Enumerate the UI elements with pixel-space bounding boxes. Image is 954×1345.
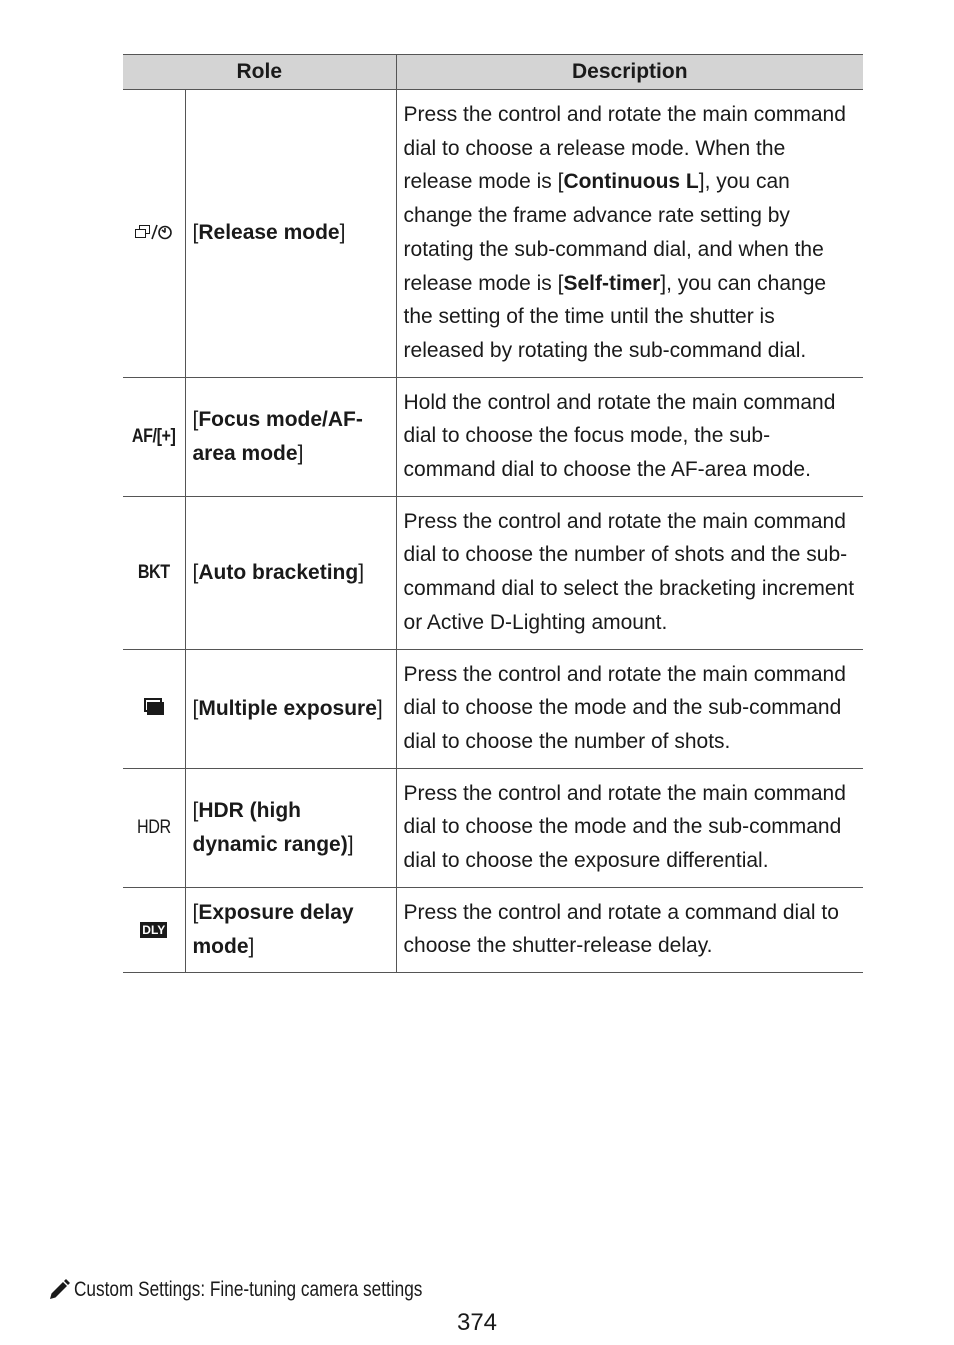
role-description-table	[123, 54, 863, 973]
role-name-label: Focus mode/AF-area mode	[192, 407, 363, 465]
description-text: Press the control and rotate the main command dial to choose the mode and the sub-command dial to choose the exposure differential.	[403, 781, 846, 873]
bkt-icon: BKT	[137, 561, 170, 583]
role-icon-cell	[123, 90, 185, 378]
description-bold-text: Self-timer	[563, 271, 661, 295]
release-mode-self-timer-icon	[135, 224, 173, 240]
role-name: [Release mode]	[185, 90, 396, 378]
role-description	[396, 768, 863, 887]
role-name: [Focus mode/AF-area mode]	[185, 377, 396, 496]
pencil-icon	[47, 1278, 71, 1302]
role-icon-cell	[123, 377, 185, 496]
role-description	[396, 649, 863, 768]
role-name-label: Auto bracketing	[198, 560, 359, 584]
description-text: Press the control and rotate the main command dial to choose a release mode. When the release mode is [	[403, 103, 846, 194]
role-name-label: Release mode	[198, 221, 340, 245]
description-text: ], you can change the frame advance rate setting by rotating the sub-command dial, and when the release mode is [	[403, 170, 824, 295]
role-name: [Multiple exposure]	[185, 649, 396, 768]
table-row	[123, 649, 863, 768]
role-icon-cell	[123, 496, 185, 649]
description-text: Press the control and rotate the main command dial to choose the mode and the sub-command dial to choose the number of shots.	[403, 662, 846, 753]
header-description: Description	[396, 55, 863, 90]
role-icon-cell	[123, 768, 185, 887]
role-description	[396, 377, 863, 496]
multiple-exposure-icon	[144, 698, 164, 714]
role-name-label: Multiple exposure	[198, 696, 377, 720]
description-text: ], you can change the setting of the time until the shutter is released by rotating the sub-command dial.	[403, 271, 827, 362]
role-description	[396, 90, 863, 378]
description-text: Hold the control and rotate the main command dial to choose the focus mode, the sub-command dial to choose the AF-area mode.	[403, 390, 836, 482]
dly-icon: DLY	[142, 922, 166, 937]
description-text: Press the control and rotate the main command dial to choose the number of shots and the sub-command dial to select the bracketing increment or Active D-Lighting amount.	[403, 509, 855, 634]
section-footer	[47, 1278, 499, 1302]
table-row	[123, 90, 863, 378]
table-row	[123, 887, 863, 972]
role-description	[396, 496, 863, 649]
hdr-icon: HDR	[136, 816, 171, 838]
section-label: Custom Settings: Fine-tuning camera settings	[74, 1278, 423, 1301]
role-name: [Auto bracketing]	[185, 496, 396, 649]
table-row	[123, 496, 863, 649]
table-body	[123, 90, 863, 973]
table-row	[123, 768, 863, 887]
af-area-icon: AF/[+]	[131, 425, 176, 447]
description-text: Press the control and rotate a command dial to choose the shutter-release delay.	[403, 900, 839, 958]
role-name: [Exposure delay mode]	[185, 887, 396, 972]
role-name: [HDR (high dynamic range)]	[185, 768, 396, 887]
header-role: Role	[123, 55, 396, 90]
role-name-label: Exposure delay mode	[192, 900, 354, 958]
role-icon-cell	[123, 887, 185, 972]
role-icon-cell	[123, 649, 185, 768]
role-name-label: HDR (high dynamic range)	[192, 798, 348, 856]
page-number: 374	[456, 1309, 498, 1336]
table-row	[123, 377, 863, 496]
role-description	[396, 887, 863, 972]
description-bold-text: Continuous L	[563, 170, 699, 194]
table-header-row	[123, 55, 863, 90]
